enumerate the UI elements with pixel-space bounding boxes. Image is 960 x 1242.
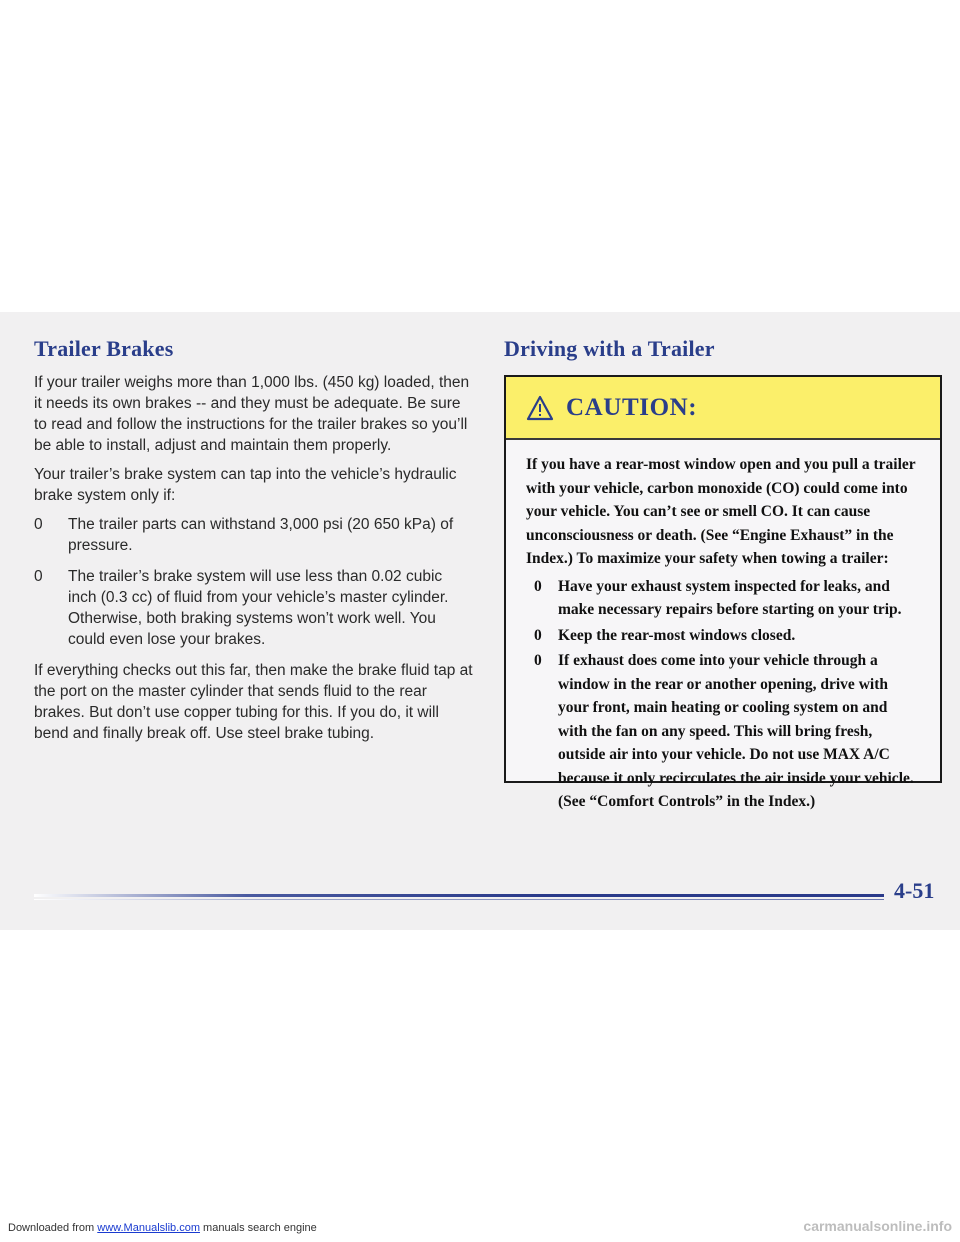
caution-box: [504, 375, 942, 810]
list-item-text: If exhaust does come into your vehicle through a window in the rear or another opening, drive with your front, main heating or cooling system on and with the fan on any speed. This will bring fresh, outside air into your vehicle. Do not use MAX A/C because it only recirculates the air inside your vehicle. (See “Comfort Controls” in the Index.): [558, 652, 914, 810]
list-item-text: The trailer’s brake system will use less than 0.02 cubic inch (0.3 cc) of fluid from your vehicle’s master cylinder. Otherwise, both braking systems won’t work well. You could even lose your brakes.: [68, 568, 449, 648]
trailer-brakes-section: [34, 334, 474, 744]
caution-bullet-list: [526, 575, 920, 814]
bullet-list: [34, 514, 474, 650]
list-item: [34, 566, 474, 650]
warning-triangle-icon: [526, 395, 554, 421]
list-item-text: Keep the rear-most windows closed.: [558, 626, 796, 644]
manualslib-link[interactable]: www.Manualslib.com: [97, 1222, 200, 1234]
list-item: [34, 514, 474, 556]
list-item-text: The trailer parts can withstand 3,000 psi (20 650 kPa) of pressure.: [68, 516, 454, 554]
list-item-text: Have your exhaust system inspected for leaks, and make necessary repairs before starting on your trip.: [558, 577, 902, 618]
caution-body: [506, 440, 940, 814]
bullet-marker: 0: [34, 568, 43, 585]
page-number: 4-51: [894, 878, 935, 903]
section-heading-trailer-brakes: Trailer Brakes: [34, 336, 174, 361]
footer-rule-thin: [34, 899, 884, 900]
section-heading-driving-with-trailer: Driving with a Trailer: [504, 336, 715, 361]
caution-label: CAUTION:: [566, 393, 698, 421]
driving-with-trailer-section: [504, 334, 944, 364]
download-suffix: manuals search engine: [203, 1222, 317, 1234]
caution-header: [506, 377, 940, 440]
download-prefix: Downloaded from: [8, 1222, 95, 1234]
list-item: [526, 575, 920, 622]
bullet-marker: 0: [34, 516, 43, 533]
watermark: carmanualsonline.info: [803, 1218, 952, 1234]
bullet-marker: 0: [534, 577, 542, 595]
paragraph: If everything checks out this far, then make the brake fluid tap at the port on the master cylinder that sends fluid to the rear brakes. But don’t use copper tubing for this. If you do, it will bend and finally break off. Use steel brake tubing.: [34, 662, 473, 742]
paragraph: If your trailer weighs more than 1,000 lbs. (450 kg) loaded, then it needs its own brakes -- and they must be adequate. Be sure to read and follow the instructions for the trailer brakes so you’ll be able to install, adjust and maintain them properly.: [34, 374, 470, 454]
footer-rule: [34, 894, 884, 897]
caution-text: If you have a rear-most window open and you pull a trailer with your vehicle, carbon monoxide (CO) could come into your vehicle. You can’t see or smell CO. It can cause unconsciousness or death. (See “Engine Exhaust” in the Index.) To maximize your safety when towing a trailer:: [526, 456, 916, 567]
list-item: [526, 649, 920, 814]
paragraph: Your trailer’s brake system can tap into the vehicle’s hydraulic brake system only if:: [34, 466, 457, 504]
bullet-marker: 0: [534, 652, 542, 669]
list-item: [526, 624, 920, 648]
download-note: [8, 1222, 317, 1234]
bullet-marker: 0: [534, 626, 542, 644]
